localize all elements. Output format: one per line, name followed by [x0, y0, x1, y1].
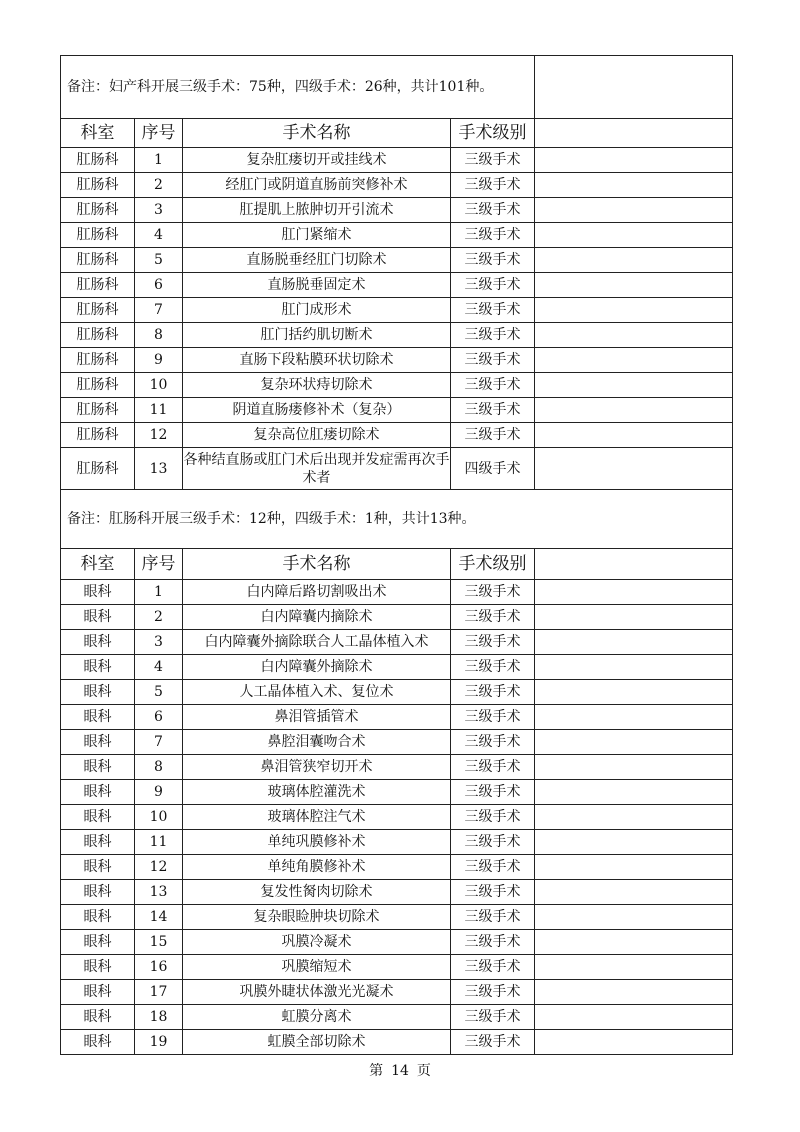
no-cell: 9: [135, 348, 183, 373]
name-cell: 各种结直肠或肛门术后出现并发症需再次手术者: [183, 448, 451, 490]
blank-cell: [535, 830, 733, 855]
dept-cell: 眼科: [61, 830, 135, 855]
dept-cell: 肛肠科: [61, 223, 135, 248]
level-cell: 三级手术: [451, 855, 535, 880]
blank-cell: [535, 580, 733, 605]
name-cell: 白内障囊外摘除术: [183, 655, 451, 680]
dept-cell: 眼科: [61, 930, 135, 955]
dept-cell: 肛肠科: [61, 273, 135, 298]
name-cell: 白内障后路切割吸出术: [183, 580, 451, 605]
dept-cell: 眼科: [61, 1030, 135, 1055]
blank-cell: [535, 298, 733, 323]
table-row: [61, 630, 733, 655]
no-cell: 7: [135, 730, 183, 755]
no-cell: 19: [135, 1030, 183, 1055]
dept-cell: 眼科: [61, 780, 135, 805]
table-row: [61, 173, 733, 198]
level-cell: 三级手术: [451, 730, 535, 755]
table-row: [61, 880, 733, 905]
blank-cell: [535, 423, 733, 448]
table-row: [61, 348, 733, 373]
table-row: [61, 730, 733, 755]
name-cell: 单纯巩膜修补术: [183, 830, 451, 855]
table-row: [61, 955, 733, 980]
table-row: [61, 448, 733, 490]
level-cell: 三级手术: [451, 198, 535, 223]
name-cell: 人工晶体植入术、复位术: [183, 680, 451, 705]
dept-cell: 眼科: [61, 980, 135, 1005]
no-cell: 3: [135, 198, 183, 223]
level-cell: 四级手术: [451, 448, 535, 490]
blank-cell: [535, 905, 733, 930]
dept-cell: 眼科: [61, 705, 135, 730]
header-dept: 科室: [61, 549, 135, 580]
blank-cell: [535, 930, 733, 955]
name-cell: 鼻腔泪囊吻合术: [183, 730, 451, 755]
dept-cell: 肛肠科: [61, 198, 135, 223]
no-cell: 1: [135, 580, 183, 605]
level-cell: 三级手术: [451, 423, 535, 448]
level-cell: 三级手术: [451, 980, 535, 1005]
no-cell: 8: [135, 755, 183, 780]
blank-cell: [535, 705, 733, 730]
dept-cell: 眼科: [61, 630, 135, 655]
no-cell: 8: [135, 323, 183, 348]
name-cell: 巩膜外睫状体激光光凝术: [183, 980, 451, 1005]
dept-cell: 眼科: [61, 730, 135, 755]
name-cell: 复杂环状痔切除术: [183, 373, 451, 398]
level-cell: 三级手术: [451, 905, 535, 930]
table-row: [61, 780, 733, 805]
level-cell: 三级手术: [451, 580, 535, 605]
name-cell: 鼻泪管插管术: [183, 705, 451, 730]
blank-cell: [535, 805, 733, 830]
no-cell: 10: [135, 373, 183, 398]
page-value: 14: [391, 1063, 409, 1079]
level-cell: 三级手术: [451, 348, 535, 373]
table-row: [61, 805, 733, 830]
level-cell: 三级手术: [451, 323, 535, 348]
no-cell: 2: [135, 605, 183, 630]
blank-cell: [535, 880, 733, 905]
level-cell: 三级手术: [451, 830, 535, 855]
name-cell: 直肠脱垂固定术: [183, 273, 451, 298]
no-cell: 4: [135, 223, 183, 248]
level-cell: 三级手术: [451, 755, 535, 780]
level-cell: 三级手术: [451, 655, 535, 680]
no-cell: 3: [135, 630, 183, 655]
table-row: [61, 680, 733, 705]
no-cell: 11: [135, 830, 183, 855]
dept-cell: 眼科: [61, 580, 135, 605]
table-row: [61, 655, 733, 680]
page-suffix: 页: [416, 1063, 431, 1079]
dept-cell: 肛肠科: [61, 423, 135, 448]
dept-cell: 眼科: [61, 855, 135, 880]
blank-cell: [535, 855, 733, 880]
header-no: 序号: [135, 549, 183, 580]
header-name: 手术名称: [183, 119, 451, 148]
level-cell: 三级手术: [451, 955, 535, 980]
no-cell: 12: [135, 423, 183, 448]
blank-cell: [535, 148, 733, 173]
dept-cell: 肛肠科: [61, 348, 135, 373]
table-row: [61, 980, 733, 1005]
no-cell: 17: [135, 980, 183, 1005]
dept-cell: 肛肠科: [61, 448, 135, 490]
dept-cell: 肛肠科: [61, 148, 135, 173]
table-row: [61, 223, 733, 248]
no-cell: 9: [135, 780, 183, 805]
blank-cell: [535, 273, 733, 298]
dept-cell: 肛肠科: [61, 248, 135, 273]
no-cell: 11: [135, 398, 183, 423]
level-cell: 三级手术: [451, 298, 535, 323]
anorectal-note-row: [61, 490, 733, 549]
level-cell: 三级手术: [451, 930, 535, 955]
surgery-table-body: [61, 56, 733, 1055]
no-cell: 7: [135, 298, 183, 323]
name-cell: 肛门括约肌切断术: [183, 323, 451, 348]
no-cell: 13: [135, 448, 183, 490]
blank-cell: [535, 323, 733, 348]
header-level: 手术级别: [451, 119, 535, 148]
no-cell: 6: [135, 705, 183, 730]
blank-cell: [535, 755, 733, 780]
name-cell: 复杂高位肛瘘切除术: [183, 423, 451, 448]
level-cell: 三级手术: [451, 1005, 535, 1030]
level-cell: 三级手术: [451, 373, 535, 398]
blank-cell: [535, 373, 733, 398]
dept-cell: 肛肠科: [61, 323, 135, 348]
header-level: 手术级别: [451, 549, 535, 580]
blank-cell: [535, 1030, 733, 1055]
name-cell: 复发性胬肉切除术: [183, 880, 451, 905]
name-cell: 肛门成形术: [183, 298, 451, 323]
name-cell: 直肠下段粘膜环状切除术: [183, 348, 451, 373]
header-row: [61, 119, 733, 148]
table-row: [61, 855, 733, 880]
surgery-table: [60, 55, 733, 1055]
blank-cell: [535, 398, 733, 423]
dept-cell: 眼科: [61, 805, 135, 830]
blank-cell: [535, 780, 733, 805]
name-cell: 复杂肛瘘切开或挂线术: [183, 148, 451, 173]
level-cell: 三级手术: [451, 630, 535, 655]
level-cell: 三级手术: [451, 680, 535, 705]
blank-cell: [535, 630, 733, 655]
table-row: [61, 930, 733, 955]
no-cell: 5: [135, 680, 183, 705]
dept-cell: 眼科: [61, 680, 135, 705]
header-no: 序号: [135, 119, 183, 148]
no-cell: 10: [135, 805, 183, 830]
level-cell: 三级手术: [451, 248, 535, 273]
table-row: [61, 830, 733, 855]
name-cell: 虹膜全部切除术: [183, 1030, 451, 1055]
table-row: [61, 755, 733, 780]
gyn-note: 备注：妇产科开展三级手术：75种，四级手术：26种，共计101种。: [61, 56, 535, 119]
name-cell: 直肠脱垂经肛门切除术: [183, 248, 451, 273]
name-cell: 玻璃体腔注气术: [183, 805, 451, 830]
level-cell: 三级手术: [451, 805, 535, 830]
blank-cell: [535, 223, 733, 248]
name-cell: 白内障囊外摘除联合人工晶体植入术: [183, 630, 451, 655]
no-cell: 5: [135, 248, 183, 273]
name-cell: 单纯角膜修补术: [183, 855, 451, 880]
name-cell: 虹膜分离术: [183, 1005, 451, 1030]
table-row: [61, 423, 733, 448]
header-name: 手术名称: [183, 549, 451, 580]
no-cell: 15: [135, 930, 183, 955]
no-cell: 13: [135, 880, 183, 905]
anorectal-note: 备注：肛肠科开展三级手术：12种，四级手术：1种，共计13种。: [61, 490, 733, 549]
blank-cell: [535, 980, 733, 1005]
blank-cell: [535, 549, 733, 580]
blank-cell: [535, 605, 733, 630]
dept-cell: 眼科: [61, 755, 135, 780]
no-cell: 16: [135, 955, 183, 980]
blank-cell: [535, 730, 733, 755]
dept-cell: 眼科: [61, 605, 135, 630]
no-cell: 6: [135, 273, 183, 298]
level-cell: 三级手术: [451, 705, 535, 730]
name-cell: 巩膜冷凝术: [183, 930, 451, 955]
table-row: [61, 198, 733, 223]
dept-cell: 眼科: [61, 1005, 135, 1030]
blank-cell: [535, 955, 733, 980]
no-cell: 2: [135, 173, 183, 198]
blank-cell: [535, 173, 733, 198]
level-cell: 三级手术: [451, 273, 535, 298]
blank-cell: [535, 198, 733, 223]
table-row: [61, 298, 733, 323]
name-cell: 肛门紧缩术: [183, 223, 451, 248]
table-row: [61, 148, 733, 173]
table-row: [61, 373, 733, 398]
level-cell: 三级手术: [451, 223, 535, 248]
table-row: [61, 705, 733, 730]
blank-cell: [535, 348, 733, 373]
table-row: [61, 248, 733, 273]
name-cell: 肛提肌上脓肿切开引流术: [183, 198, 451, 223]
table-row: [61, 323, 733, 348]
no-cell: 18: [135, 1005, 183, 1030]
blank-cell: [535, 248, 733, 273]
no-cell: 4: [135, 655, 183, 680]
table-row: [61, 605, 733, 630]
header-row: [61, 549, 733, 580]
name-cell: 玻璃体腔灌洗术: [183, 780, 451, 805]
dept-cell: 肛肠科: [61, 398, 135, 423]
blank-cell: [535, 448, 733, 490]
dept-cell: 肛肠科: [61, 173, 135, 198]
dept-cell: 眼科: [61, 880, 135, 905]
page-prefix: 第: [369, 1063, 384, 1079]
level-cell: 三级手术: [451, 880, 535, 905]
name-cell: 阴道直肠瘘修补术（复杂）: [183, 398, 451, 423]
page-number: [0, 1060, 800, 1080]
name-cell: 复杂眼睑肿块切除术: [183, 905, 451, 930]
dept-cell: 肛肠科: [61, 298, 135, 323]
level-cell: 三级手术: [451, 780, 535, 805]
name-cell: 经肛门或阴道直肠前突修补术: [183, 173, 451, 198]
table-row: [61, 580, 733, 605]
blank-cell: [535, 56, 733, 119]
dept-cell: 眼科: [61, 655, 135, 680]
table-row: [61, 905, 733, 930]
table-row: [61, 398, 733, 423]
table-row: [61, 1030, 733, 1055]
name-cell: 白内障囊内摘除术: [183, 605, 451, 630]
gyn-note-row: [61, 56, 733, 119]
blank-cell: [535, 655, 733, 680]
level-cell: 三级手术: [451, 1030, 535, 1055]
table-row: [61, 273, 733, 298]
level-cell: 三级手术: [451, 173, 535, 198]
blank-cell: [535, 1005, 733, 1030]
level-cell: 三级手术: [451, 148, 535, 173]
table-row: [61, 1005, 733, 1030]
no-cell: 1: [135, 148, 183, 173]
level-cell: 三级手术: [451, 605, 535, 630]
name-cell: 巩膜缩短术: [183, 955, 451, 980]
blank-cell: [535, 119, 733, 148]
dept-cell: 眼科: [61, 955, 135, 980]
blank-cell: [535, 680, 733, 705]
dept-cell: 眼科: [61, 905, 135, 930]
name-cell: 鼻泪管狭窄切开术: [183, 755, 451, 780]
header-dept: 科室: [61, 119, 135, 148]
dept-cell: 肛肠科: [61, 373, 135, 398]
no-cell: 12: [135, 855, 183, 880]
no-cell: 14: [135, 905, 183, 930]
level-cell: 三级手术: [451, 398, 535, 423]
